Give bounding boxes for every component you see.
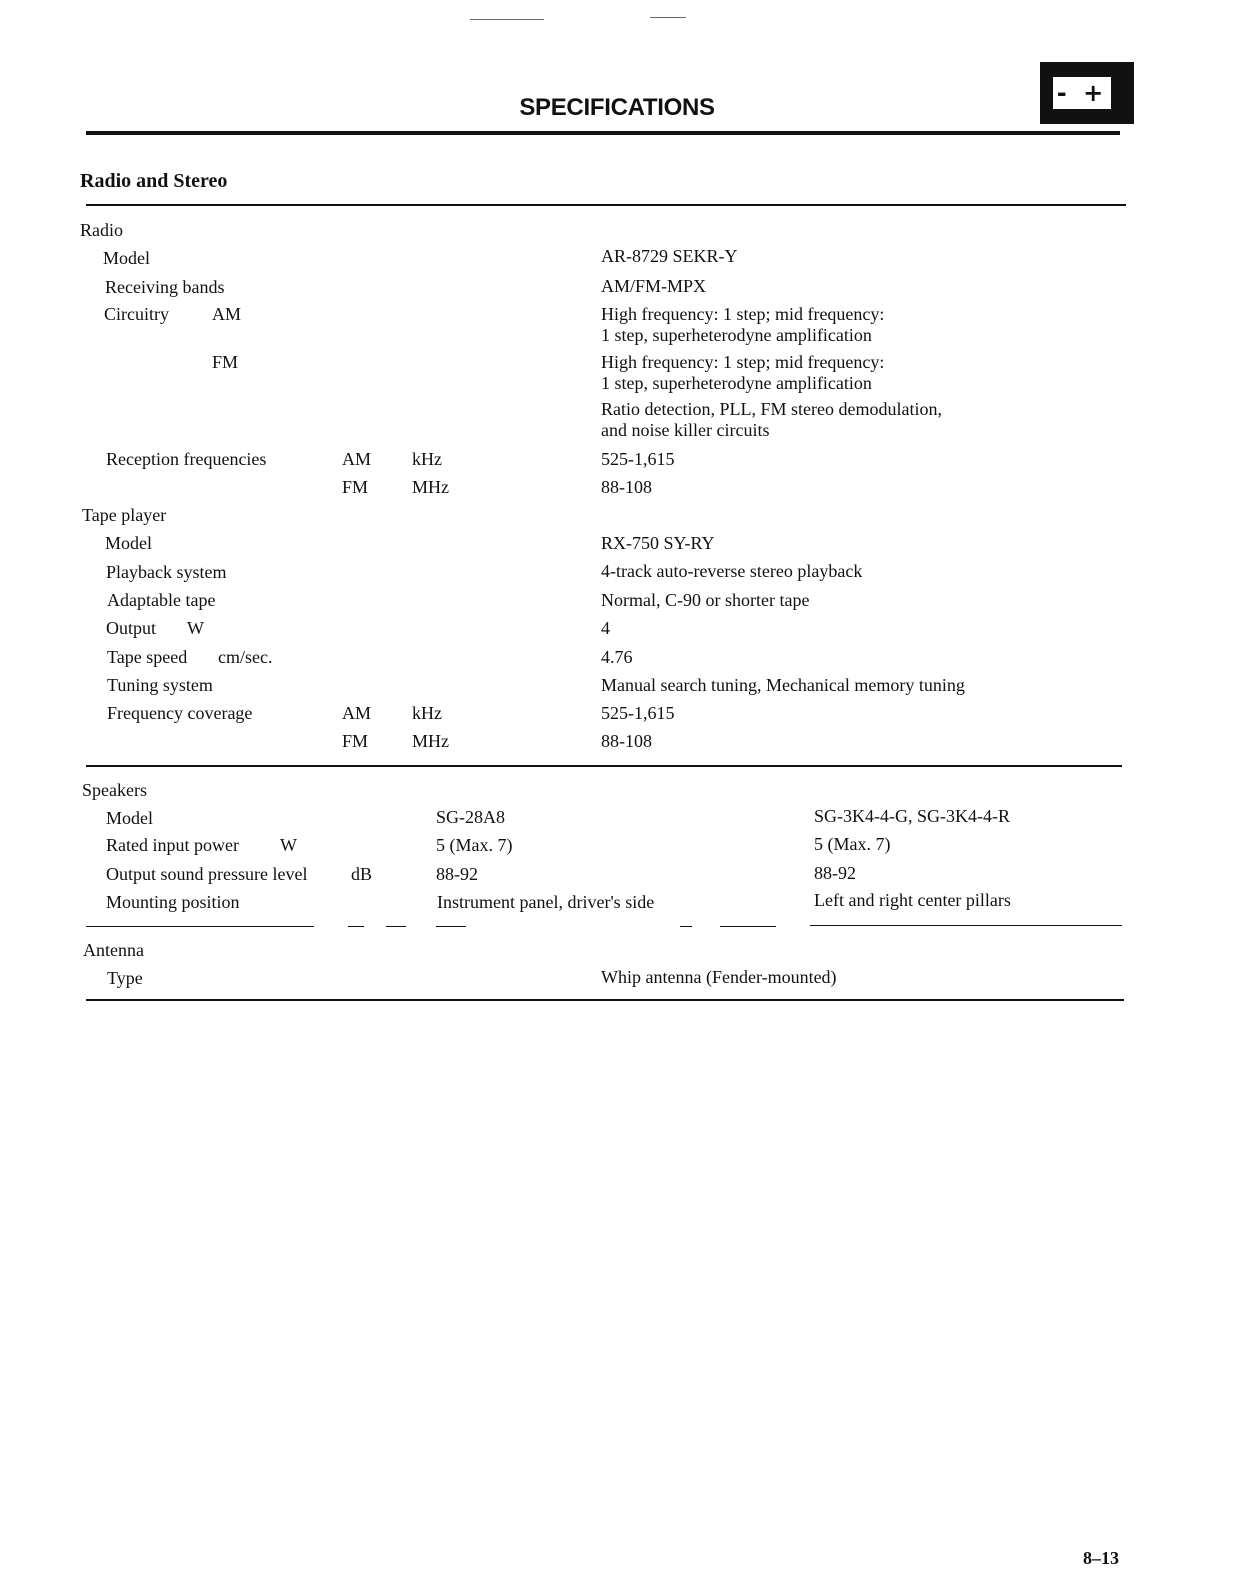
divider-antenna-seg [86,926,314,927]
radio-reception-fm-value: 88-108 [601,477,652,497]
tape-playback-label: Playback system [106,562,227,582]
divider-antenna-seg [720,926,776,927]
tape-speed-value: 4.76 [601,647,633,667]
tape-model-value: RX-750 SY-RY [601,533,715,553]
scan-mark [470,19,544,20]
radio-circuitry-fm: FM [212,352,239,372]
divider-antenna-seg [348,926,364,927]
header-rule [86,131,1120,135]
speakers-col2-mount: Left and right center pillars [814,890,1011,910]
antenna-type-value: Whip antenna (Fender-mounted) [601,967,837,987]
tape-coverage-fm-value: 88-108 [601,731,652,751]
radio-circuitry-am-line1: High frequency: 1 step; mid frequency: [601,304,885,324]
tape-coverage-am: AM [342,703,372,723]
radio-circuitry-am: AM [212,304,242,324]
speakers-mount-label: Mounting position [106,892,240,912]
radio-bands-label: Receiving bands [105,277,225,297]
scan-mark [650,17,686,18]
radio-circuitry-fm-line3: Ratio detection, PLL, FM stereo demodulation, [601,399,942,419]
tape-output-label: Output [106,618,157,638]
speakers-spl-unit: dB [351,864,373,884]
speakers-col1-model: SG-28A8 [436,807,506,827]
radio-reception-am-value: 525-1,615 [601,449,675,469]
speakers-model-label: Model [106,808,153,828]
divider-antenna-seg [386,926,406,927]
page-number: 8–13 [1083,1548,1119,1568]
speakers-col2-spl: 88-92 [814,863,856,883]
tape-coverage-am-value: 525-1,615 [601,703,675,723]
speakers-col2-rated: 5 (Max. 7) [814,834,891,854]
speakers-col1-rated: 5 (Max. 7) [436,835,513,855]
section-title: Radio and Stereo [80,170,228,192]
radio-reception-mhz: MHz [412,477,449,497]
radio-circuitry-am-line2: 1 step, superheterodyne amplification [601,325,872,345]
divider-antenna-seg [680,926,692,927]
radio-reception-khz: kHz [412,449,442,469]
tape-speed-unit: cm/sec. [218,647,273,667]
divider-speakers [86,765,1122,767]
speakers-col2-model: SG-3K4-4-G, SG-3K4-4-R [814,806,1010,826]
tape-heading: Tape player [82,505,167,525]
antenna-type-label: Type [107,968,143,988]
battery-icon-body [1050,74,1114,112]
radio-reception-fm: FM [342,477,369,497]
tape-output-unit: W [187,618,204,638]
radio-circuitry-fm-line1: High frequency: 1 step; mid frequency: [601,352,885,372]
tape-coverage-mhz: MHz [412,731,449,751]
tape-playback-value: 4-track auto-reverse stereo playback [601,561,863,581]
tape-model-label: Model [105,533,152,553]
radio-reception-label: Reception frequencies [106,449,267,469]
radio-reception-am: AM [342,449,372,469]
tape-adaptable-label: Adaptable tape [107,590,216,610]
speakers-rated-label: Rated input power [106,835,239,855]
page-title: SPECIFICATIONS [519,94,715,121]
antenna-heading: Antenna [83,940,144,960]
divider-antenna-seg [436,926,466,927]
speakers-col1-mount: Instrument panel, driver's side [437,892,655,912]
battery-terminal-glyph: - + [1056,79,1108,107]
speakers-spl-label: Output sound pressure level [106,864,308,884]
tape-coverage-fm: FM [342,731,369,751]
bottom-rule [86,999,1124,1001]
tape-tuning-label: Tuning system [107,675,213,695]
radio-circuitry-label: Circuitry [104,304,169,324]
radio-circuitry-fm-line2: 1 step, superheterodyne amplification [601,373,872,393]
radio-heading: Radio [80,220,123,240]
battery-icon [1040,62,1134,124]
radio-bands-value: AM/FM-MPX [601,276,707,296]
divider-antenna-seg [810,925,1122,926]
radio-circuitry-fm-line4: and noise killer circuits [601,420,770,440]
tape-coverage-label: Frequency coverage [107,703,253,723]
tape-output-value: 4 [601,618,610,638]
radio-model-label: Model [103,248,150,268]
speakers-rated-unit: W [280,835,297,855]
tape-coverage-khz: kHz [412,703,442,723]
section-rule [86,204,1126,206]
speakers-col1-spl: 88-92 [436,864,478,884]
radio-model-value: AR-8729 SEKR-Y [601,246,738,266]
tape-tuning-value: Manual search tuning, Mechanical memory tuning [601,675,965,695]
tape-adaptable-value: Normal, C-90 or shorter tape [601,590,810,610]
tape-speed-label: Tape speed [107,647,188,667]
speakers-heading: Speakers [82,780,147,800]
